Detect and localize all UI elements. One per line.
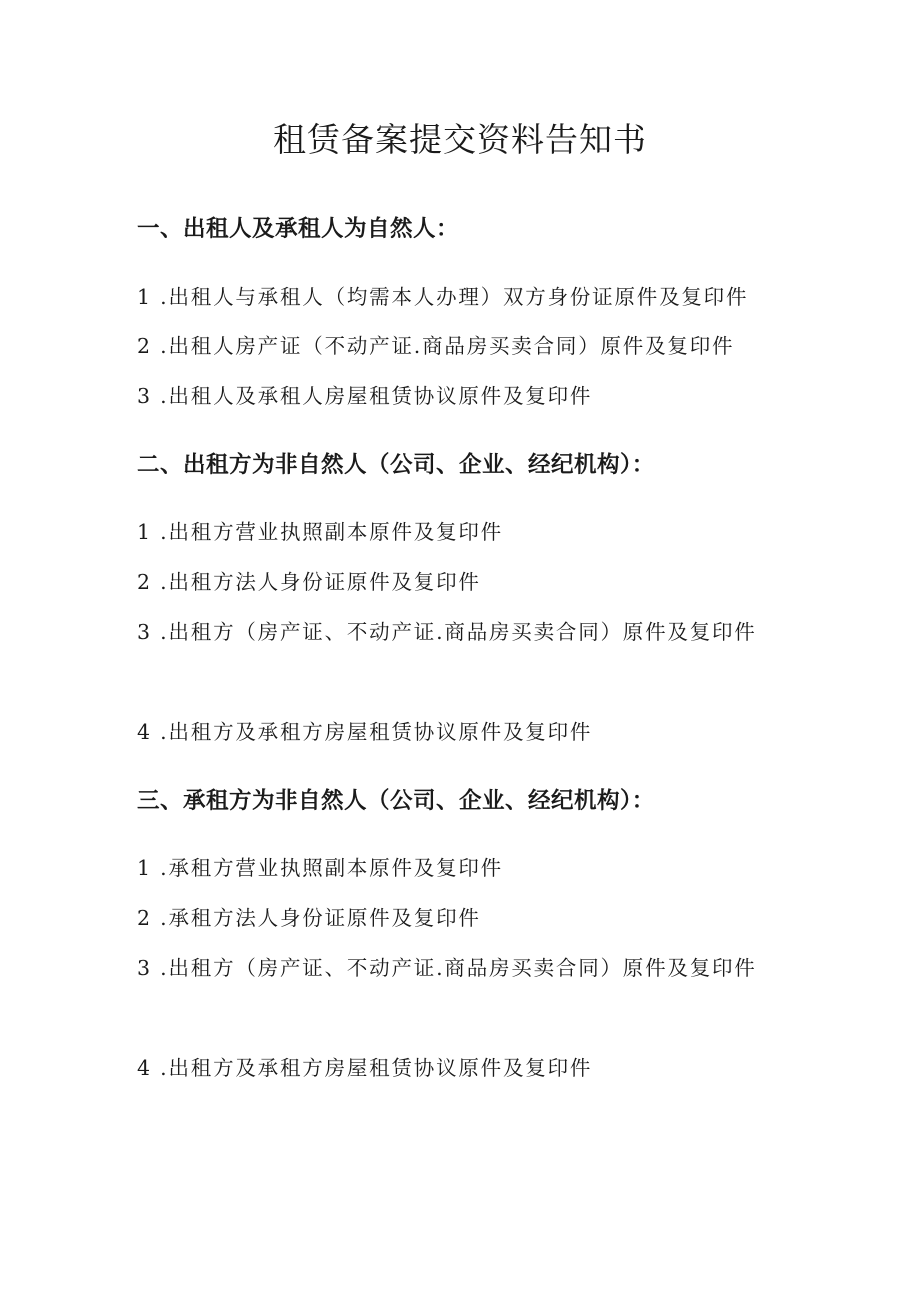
- list-item: 2 .出租人房产证（不动产证.商品房买卖合同）原件及复印件: [137, 334, 735, 358]
- list-item: 1 .承租方营业执照副本原件及复印件: [137, 856, 503, 880]
- section-heading-3: 三、承租方为非自然人（公司、企业、经纪机构）：: [137, 788, 655, 814]
- list-item: 4 .出租方及承租方房屋租赁协议原件及复印件: [137, 1056, 593, 1080]
- list-item: 2 .承租方法人身份证原件及复印件: [137, 906, 481, 930]
- section-heading-2: 二、出租方为非自然人（公司、企业、经纪机构）：: [137, 452, 655, 478]
- document-title: 租赁备案提交资料告知书: [273, 120, 647, 159]
- list-item: 3 .出租方（房产证、不动产证.商品房买卖合同）原件及复印件: [137, 620, 757, 644]
- list-item: 2 .出租方法人身份证原件及复印件: [137, 570, 481, 594]
- list-item: 1 .出租方营业执照副本原件及复印件: [137, 520, 503, 544]
- list-item: 3 .出租人及承租人房屋租赁协议原件及复印件: [137, 384, 593, 408]
- list-item: 4 .出租方及承租方房屋租赁协议原件及复印件: [137, 720, 593, 744]
- section-heading-1: 一、出租人及承租人为自然人：: [137, 216, 460, 242]
- list-item: 1 .出租人与承租人（均需本人办理）双方身份证原件及复印件: [137, 285, 749, 309]
- list-item: 3 .出租方（房产证、不动产证.商品房买卖合同）原件及复印件: [137, 956, 757, 980]
